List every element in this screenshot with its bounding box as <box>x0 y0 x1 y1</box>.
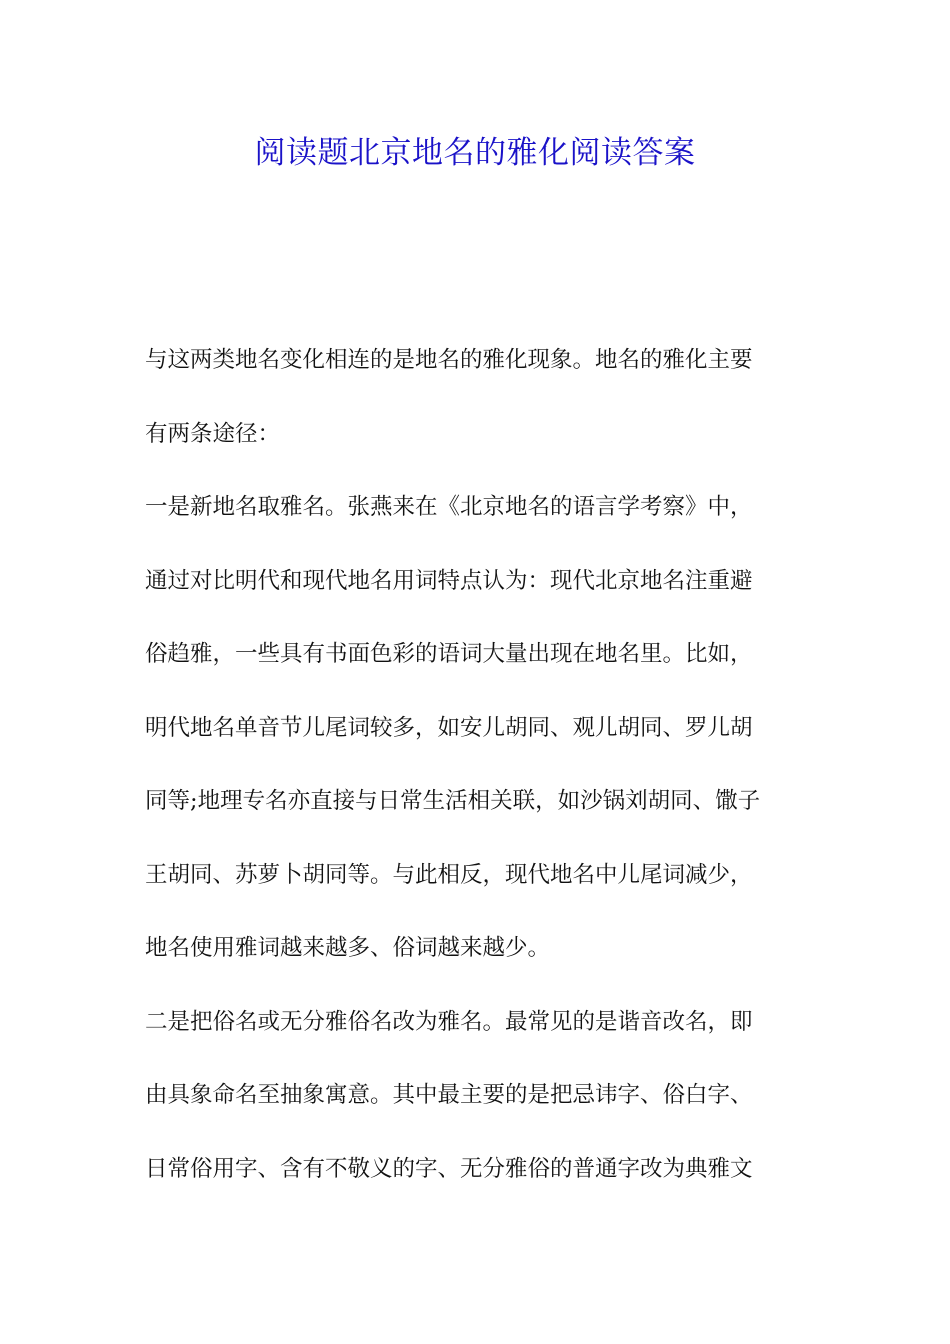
document-title: 阅读题北京地名的雅化阅读答案 <box>254 135 696 171</box>
body-line: 一是新地名取雅名。张燕来在《北京地名的语言学考察》中， <box>145 494 753 520</box>
body-line: 有两条途径： <box>145 420 281 447</box>
body-line: 二是把俗名或无分雅俗名改为雅名。最常见的是谐音改名，即 <box>145 1008 753 1035</box>
body-line: 与这两类地名变化相连的是地名的雅化现象。地名的雅化主要 <box>145 347 753 373</box>
body-line: 由具象命名至抽象寓意。其中最主要的是把忌讳字、俗白字、 <box>145 1082 753 1108</box>
body-line: 日常俗用字、含有不敬义的字、无分雅俗的普通字改为典雅文 <box>145 1155 753 1182</box>
body-line: 通过对比明代和现代地名用词特点认为：现代北京地名注重避 <box>145 567 753 594</box>
body-line: 明代地名单音节儿尾词较多，如安儿胡同、观儿胡同、罗儿胡 <box>145 714 753 741</box>
body-line: 同等;地理专名亦直接与日常生活相关联，如沙锅刘胡同、馓子 <box>145 788 761 814</box>
document-body <box>145 336 810 1218</box>
body-line: 地名使用雅词越来越多、俗词越来越少。 <box>145 935 551 961</box>
body-line: 王胡同、苏萝卜胡同等。与此相反，现代地名中儿尾词减少， <box>145 861 753 888</box>
body-line: 俗趋雅，一些具有书面色彩的语词大量出现在地名里。比如， <box>145 641 753 667</box>
